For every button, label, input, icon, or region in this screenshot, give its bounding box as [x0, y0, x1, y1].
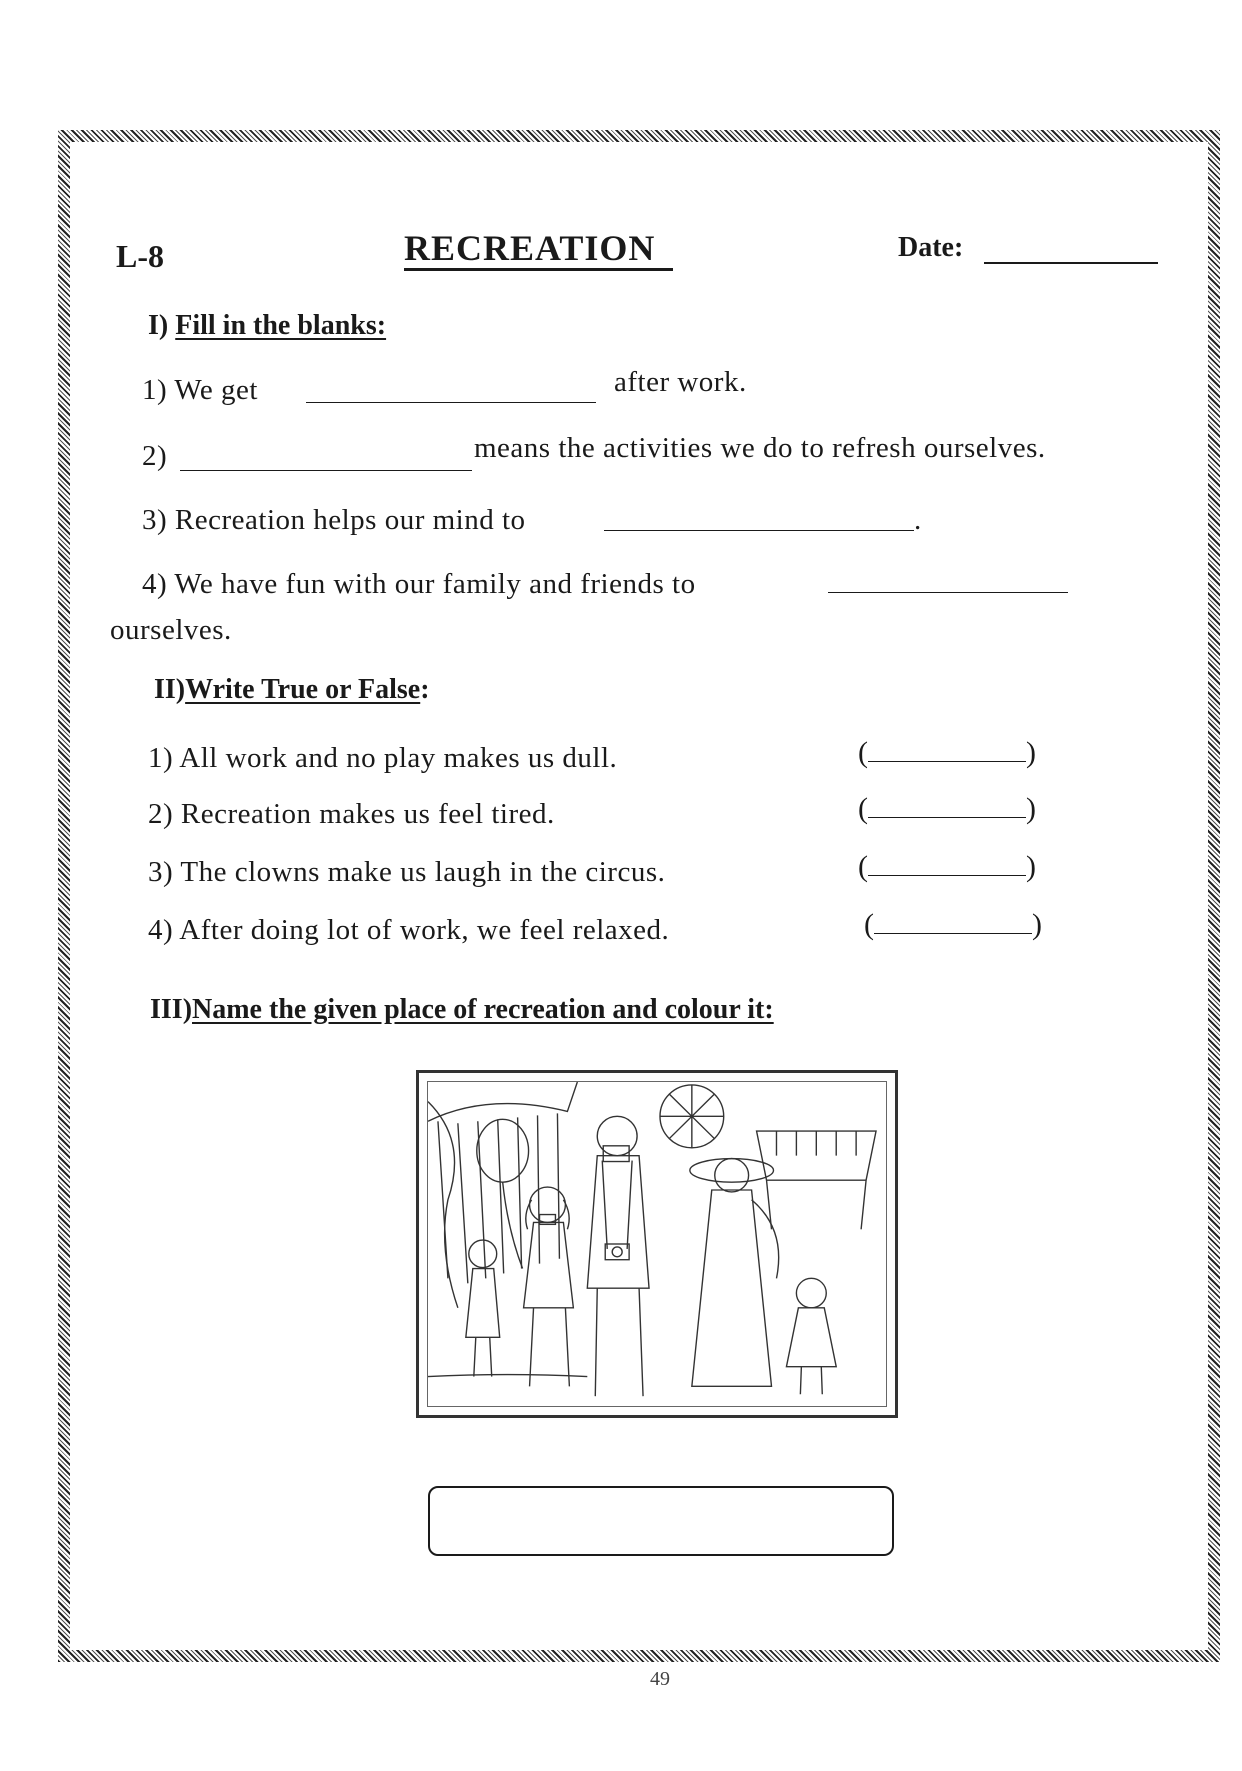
- family-at-fair-drawing: [427, 1081, 887, 1407]
- question-3-text: 3) Recreation helps our mind to: [142, 504, 526, 536]
- section-heading-name-place: III)Name the given place of recreation and colour it:: [150, 994, 774, 1025]
- blank-3[interactable]: [604, 530, 914, 531]
- tf-answer-1[interactable]: ( ): [858, 736, 1036, 769]
- question-1-start: 1) We get: [142, 374, 258, 406]
- tf-answer-4[interactable]: ( ): [864, 908, 1042, 941]
- question-2-text: means the activities we do to refresh ourselves.: [474, 432, 1046, 464]
- question-4-text: 4) We have fun with our family and friends to: [142, 568, 696, 600]
- question-1-end: after work.: [614, 366, 747, 398]
- section-heading-true-false: II)Write True or False:: [154, 674, 430, 705]
- blank-4[interactable]: [828, 592, 1068, 593]
- question-3-end: .: [914, 504, 922, 536]
- question-2-number: 2): [142, 440, 168, 472]
- date-field[interactable]: [984, 262, 1158, 264]
- blank-2[interactable]: [180, 470, 472, 471]
- tf-statement-4: 4) After doing lot of work, we feel relaxed.: [148, 914, 670, 946]
- fair-illustration: [416, 1070, 898, 1418]
- tf-statement-2: 2) Recreation makes us feel tired.: [148, 798, 555, 830]
- tf-answer-3[interactable]: ( ): [858, 850, 1036, 883]
- tf-answer-2[interactable]: ( ): [858, 792, 1036, 825]
- question-4-continuation: ourselves.: [110, 614, 232, 646]
- tf-statement-3: 3) The clowns make us laugh in the circus.: [148, 856, 666, 888]
- answer-box[interactable]: [428, 1486, 894, 1556]
- page-title: RECREATION: [404, 228, 673, 271]
- decorative-border: [58, 130, 1220, 1662]
- section-heading-fill-blanks: I) Fill in the blanks:: [148, 310, 387, 341]
- date-label: Date:: [898, 232, 964, 263]
- tf-statement-1: 1) All work and no play makes us dull.: [148, 742, 618, 774]
- page-number: 49: [650, 1668, 670, 1690]
- lesson-code: L-8: [116, 238, 164, 274]
- blank-1[interactable]: [306, 402, 596, 403]
